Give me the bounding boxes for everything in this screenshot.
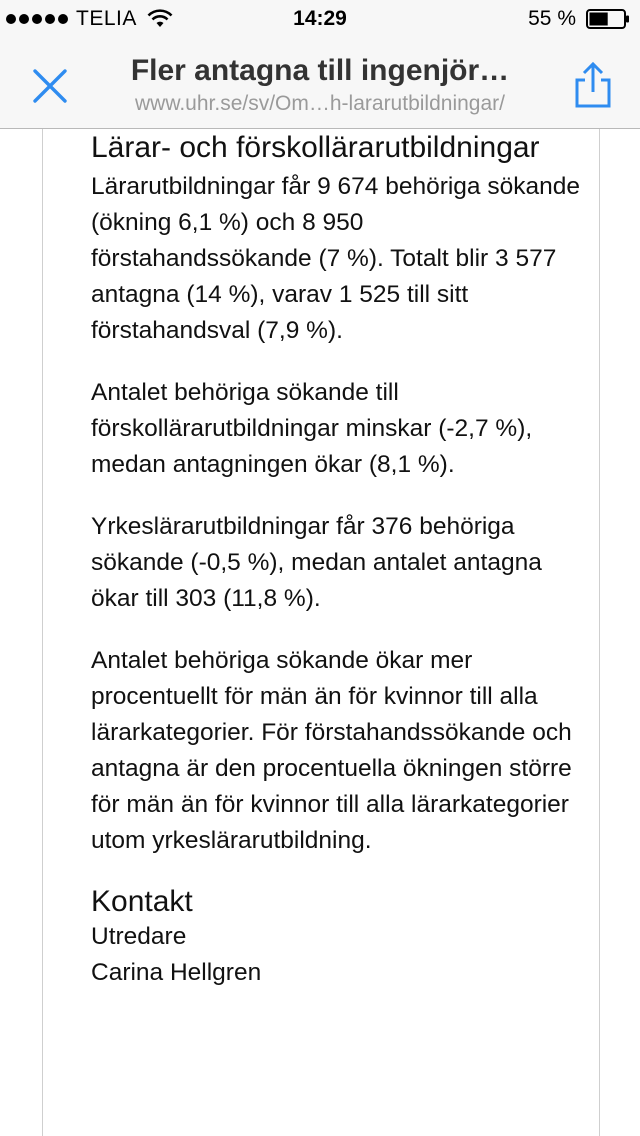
paragraph-4: Antalet behöriga sökande ökar mer procentuellt för män än för kvinnor till alla lärarkategorier. För förstahandssökande och antagna är den procentuella ökningen större för män än för kvinnor till alla lärarkategorier utom yrkeslärarutbildning. (91, 647, 572, 854)
content-frame (42, 129, 600, 1136)
paragraph-1: Lärarutbildningar får 9 674 behöriga sökande (ökning 6,1 %) och 8 950 förstahandssökande (7 %). Totalt blir 3 577 antagna (14 %), varav 1 525 till sitt förstahandsval (7,9 %). (91, 173, 580, 344)
page-url[interactable]: www.uhr.se/sv/Om…h-lararutbildningar/ (135, 92, 505, 115)
contact-heading: Kontakt (91, 885, 193, 918)
status-right (528, 7, 630, 31)
battery-icon (586, 9, 630, 29)
reader-header (0, 40, 640, 129)
close-icon (32, 68, 68, 104)
section-heading: Lärar- och förskollärarutbildningar (91, 131, 540, 164)
battery-percent: 55 % (528, 7, 576, 30)
article-body (91, 129, 581, 991)
carrier-name: TELIA (76, 7, 137, 30)
status-time: 14:29 (293, 7, 347, 30)
page-title: Fler antagna till ingenjör… (130, 54, 510, 87)
paragraph-3: Yrkeslärarutbildningar får 376 behöriga sökande (-0,5 %), medan antalet antagna ökar till 303 (11,8 %). (91, 513, 542, 612)
contact-role: Utredare (91, 923, 187, 950)
contact-name: Carina Hellgren (91, 959, 262, 986)
status-bar (0, 0, 640, 40)
paragraph-2: Antalet behöriga sökande till förskollärarutbildningar minskar (-2,7 %), medan antagningen ökar (8,1 %). (91, 379, 533, 478)
close-button[interactable] (28, 64, 72, 108)
share-icon (571, 62, 615, 108)
share-button[interactable] (568, 60, 618, 110)
